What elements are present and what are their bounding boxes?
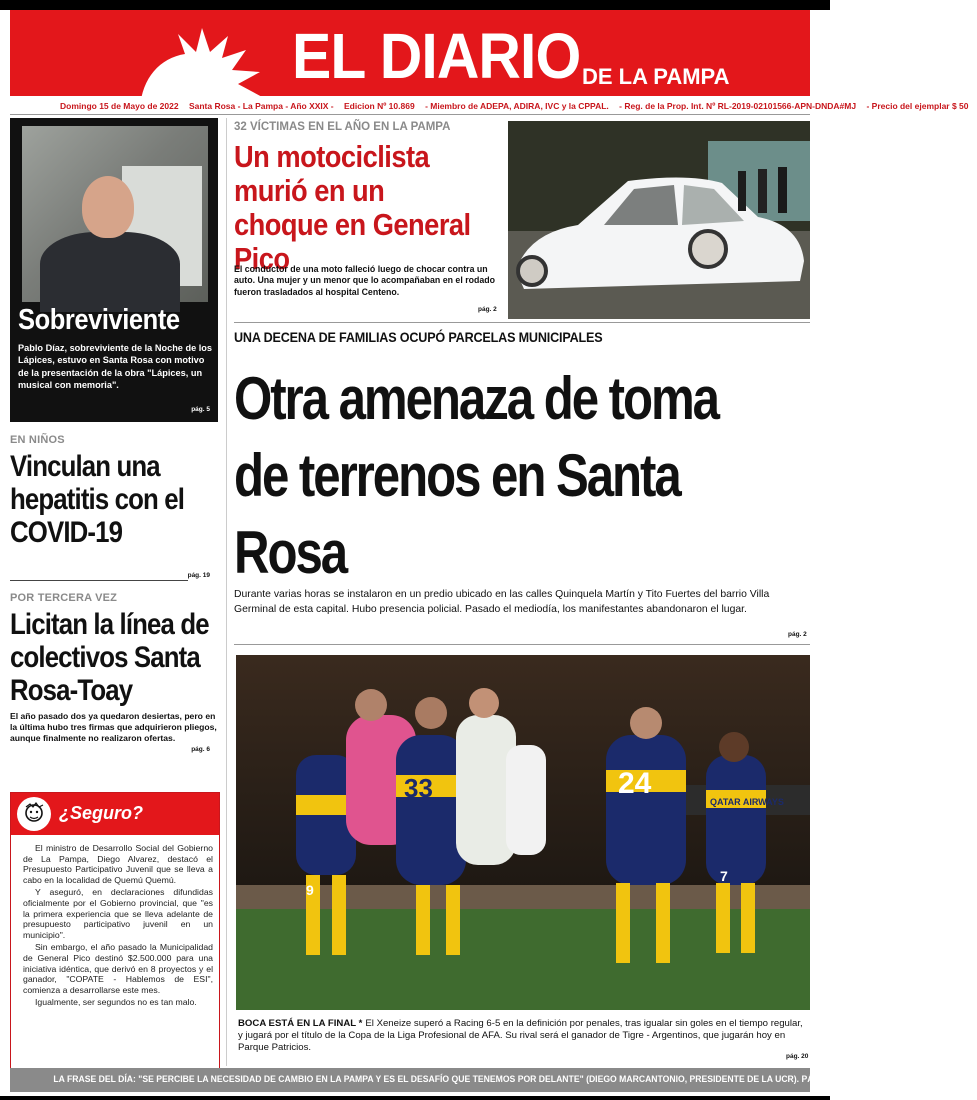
quote-of-the-day: LA FRASE DEL DÍA: "SE PERCIBE LA NECESIDAD DE CAMBIO EN LA PAMPA Y ES EL DESAFÍO QUE TENEMOS POR DELANTE" (DIEGO MARCANTONIO, PRESIDENTE DE LA UCR). PÁG. 11 bbox=[53, 1074, 835, 1085]
article-kicker: POR TERCERA VEZ bbox=[10, 592, 118, 604]
seguro-paragraph: Sin embargo, el año pasado la Municipalidad de General Pico destinó $2.500.000 para una iniciativa idéntica, que derivó en 8 proyectos y el ganador, "COPATE - Hablemos de ESI", comienza a desarrollarse este mes. bbox=[23, 942, 213, 995]
jersey-number-7: 7 bbox=[720, 868, 728, 884]
issue-member: - Miembro de ADEPA, ADIRA, IVC y la CPPAL. bbox=[425, 101, 609, 111]
photo-caption bbox=[238, 1018, 810, 1055]
seguro-title: ¿Seguro? bbox=[59, 803, 143, 823]
jersey-number-24: 24 bbox=[618, 767, 652, 800]
left-article-colectivos[interactable] bbox=[10, 592, 218, 753]
issue-registry: - Reg. de la Prop. Int. Nº RL-2019-02101566-APN-DNDA#MJ bbox=[619, 101, 857, 111]
main-story-title[interactable]: Otra amenaza de toma de terrenos en Santa Rosa bbox=[234, 365, 718, 586]
caption-lead: BOCA ESTÁ EN LA FINAL * bbox=[238, 1018, 363, 1029]
article-rule bbox=[10, 580, 188, 581]
column-separator bbox=[226, 118, 227, 1066]
seguro-paragraph: El ministro de Desarrollo Social del Gobierno de La Pampa, Diego Alvarez, destacó el Presupuesto Participativo Juvenil que se lleva a cabo en la localidad de Quemú Quemú. bbox=[23, 843, 213, 885]
left-article-hepatitis[interactable] bbox=[10, 434, 218, 579]
featured-text: Pablo Díaz, sobreviviente de la Noche de los Lápices, estuvo en Santa Rosa con motivo de la presentación de la obra "Lápices, un musical con memoria". bbox=[18, 343, 213, 391]
jersey-number-9: 9 bbox=[306, 882, 314, 898]
article-text: El año pasado dos ya quedaron desiertas, pero en la última hubo tres firmas que adquirieron pliegos, aunque finalmente no realizaron ofertas. bbox=[10, 711, 217, 744]
seguro-box[interactable] bbox=[10, 792, 220, 1082]
sunburst-logo-icon bbox=[130, 28, 270, 108]
top-border bbox=[0, 0, 830, 10]
top-story-page-ref: pág. 2 bbox=[478, 306, 497, 313]
article-kicker: EN NIÑOS bbox=[10, 434, 65, 446]
featured-page-ref: pág. 5 bbox=[191, 406, 210, 413]
top-story-text: El conductor de una moto falleció luego de chocar contra un auto. Una mujer y un menor que lo acompañaban en el rodado fueron trasladados al hospital Centeno. bbox=[234, 264, 496, 297]
seguro-paragraph: Igualmente, ser segundos no es tan malo. bbox=[35, 997, 197, 1008]
main-story-kicker: UNA DECENA DE FAMILIAS OCUPÓ PARCELAS MUNICIPALES bbox=[234, 329, 603, 345]
featured-photo bbox=[22, 126, 208, 302]
article-page-ref: pág. 19 bbox=[187, 572, 210, 579]
caption-page-ref: pág. 20 bbox=[786, 1053, 809, 1060]
main-story-text: Durante varias horas se instalaron en un predio ubicado en las calles Quinquela Martín y Tito Fuertes del barrio Villa Germinal de esta capital. Hubo presencia policial. Pasado el mediodía, los manifestantes abandonaron el lugar. bbox=[234, 589, 770, 615]
newspaper-subtitle: DE LA PAMPA bbox=[582, 64, 730, 89]
jersey-number-33: 33 bbox=[404, 773, 433, 803]
featured-box[interactable] bbox=[10, 118, 218, 422]
issue-price: - Precio del ejemplar $ 50 bbox=[866, 101, 969, 111]
caricature-icon bbox=[17, 797, 51, 831]
section-rule bbox=[234, 644, 810, 645]
seguro-body bbox=[23, 843, 213, 1010]
issue-edition: Edicion Nº 10.869 bbox=[344, 101, 415, 111]
bottom-border bbox=[0, 1096, 830, 1100]
dateline-rule bbox=[10, 114, 810, 115]
top-story-kicker: 32 VÍCTIMAS EN EL AÑO EN LA PAMPA bbox=[234, 121, 451, 133]
dateline bbox=[60, 101, 969, 111]
caption-text: El Xeneize superó a Racing 6-5 en la definición por penales, tras igualar sin goles en el tiempo regular, y jugará por el título de la Copa de la Liga Profesional de AFA. Su rival será el ganador de Tigre - Argentinos, que jugarán hoy en Parque Patricios. bbox=[238, 1018, 803, 1054]
seguro-paragraph: Y aseguró, en declaraciones difundidas oficialmente por el Gobierno provincial, que "es la primera experiencia que se lleva adelante de presupuesto participativo juvenil en un municipio". bbox=[23, 887, 213, 940]
issue-place: Santa Rosa - La Pampa - Año XXIX - bbox=[188, 101, 334, 111]
article-title: Vinculan una hepatitis con el COVID-19 bbox=[10, 450, 185, 549]
newspaper-title: EL DIARIO bbox=[292, 20, 581, 92]
crash-photo[interactable] bbox=[508, 121, 810, 319]
quote-of-the-day-bar bbox=[10, 1068, 835, 1092]
article-title: Licitan la línea de colectivos Santa Rosa-Toay bbox=[10, 608, 209, 707]
section-rule bbox=[234, 322, 810, 323]
shirt-sponsor: QATAR AIRWAYS bbox=[710, 797, 784, 807]
featured-title: Sobreviviente bbox=[18, 304, 180, 336]
article-page-ref: pág. 6 bbox=[191, 746, 210, 753]
boca-celebration-photo[interactable] bbox=[236, 655, 810, 1010]
main-story-page-ref: pág. 2 bbox=[788, 631, 807, 638]
top-story-title[interactable]: Un motociclista murió en un choque en General Pico bbox=[234, 139, 471, 276]
seguro-header bbox=[11, 793, 219, 835]
masthead bbox=[10, 10, 810, 96]
issue-date: Domingo 15 de Mayo de 2022 bbox=[60, 101, 179, 111]
